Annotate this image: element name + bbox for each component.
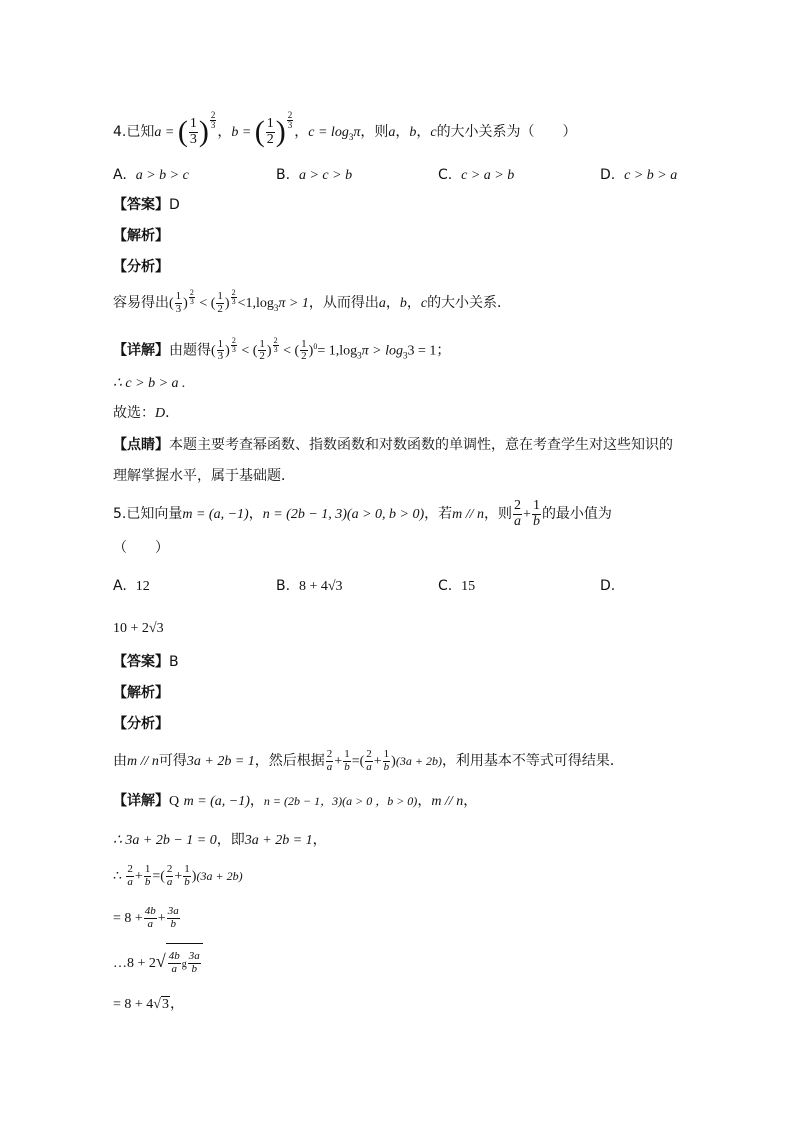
q4-stem: 4.已知a = ( $\frac{1}{3}$ ) $\frac{2}{3}$ ，b = ( $\frac{1}{2}$ ) $\frac{2}{3}$ ，$c = \log_3\pi$，则a，b，c的大小关系为（ ）	[113, 110, 577, 148]
q4-frac-1-3: $\frac{1}{3}$	[189, 115, 197, 147]
q4-comment-2: 理解掌握水平，属于基础题．	[113, 468, 295, 484]
q4-stem-prefix: 4.已知	[113, 124, 155, 140]
q5-step-4: …8 + 2√ $\frac{4b}{a}$ g $\frac{3a}{b}$	[113, 942, 203, 980]
q4-exp-b: $\frac{2}{3}$	[287, 110, 293, 131]
q4-option-a[interactable]: A. a > b > c	[113, 167, 189, 183]
q5-step-3: = 8 + $\frac{4b}{a}$ + $\frac{3a}{b}$	[113, 904, 179, 930]
q5-detail-line: 【详解】Q m = (a, −1)，n = (2b − 1，3)(a > 0 ，b > 0)，m // n，	[113, 793, 478, 809]
q5-stem: 5.已知向量m = (a, −1)，n = (2b − 1, 3)(a > 0, b > 0)，若m // n，则 $\frac{2}{a}$ + $\frac{1}{b}$ 的最小值为	[113, 497, 612, 529]
q5-step-2: ∴ $\frac{2}{a}$ + $\frac{1}{b}$ =( $\frac{2}{a}$ + $\frac{1}{b}$ )(3a + 2b)	[113, 862, 243, 888]
q4-frac-1-2: $\frac{1}{2}$	[266, 115, 274, 147]
q4-option-c[interactable]: C. c > a > b	[438, 167, 515, 183]
q4-analysis-tag: 【解析】	[113, 228, 169, 244]
q4-fenxi-tag: 【分析】	[113, 259, 169, 275]
q4-comment-1: 【点睛】本题主要考查幂函数、指数函数和对数函数的单调性，意在考查学生对这些知识的	[113, 437, 673, 453]
q4-exp-a: $\frac{2}{3}$	[210, 110, 216, 131]
q5-option-d-expr: 10 + 2√3	[113, 621, 164, 636]
q5-step-5: = 8 + 4√3，	[113, 996, 184, 1012]
q5-fenxi-line: 由m // n可得3a + 2b = 1，然后根据 $\frac{2}{a}$ + $\frac{1}{b}$ =( $\frac{2}{a}$ + $\frac{1}{b}$ )(3a + 2b)，利用基本不等式可得结果．	[113, 747, 624, 773]
q5-fenxi-tag: 【分析】	[113, 716, 169, 732]
q5-step-1: ∴ 3a + 2b − 1 = 0，即3a + 2b = 1，	[113, 832, 327, 848]
q5-option-d[interactable]: D.	[600, 578, 616, 594]
q5-analysis-tag: 【解析】	[113, 685, 169, 701]
q4-c-eq: c = log	[308, 125, 349, 140]
q5-answer: 【答案】B	[113, 654, 179, 670]
q4-fenxi-line: 容易得出( $\frac{1}{3}$ ) $\frac{2}{3}$ < ( $\frac{1}{2}$ ) $\frac{2}{3}$ $<1,\log_3\pi > 1$，从而得出a，b，c的大小关系．	[113, 288, 512, 315]
q4-detail-line: 【详解】由题得( $\frac{1}{3}$ ) $\frac{2}{3}$ < ( $\frac{1}{2}$ ) $\frac{2}{3}$ < ( $\frac{1}{2}$ )$^0= 1,\log_3\pi > \log_33 = 1$；	[113, 335, 451, 363]
q4-choose: 故选：D．	[113, 405, 180, 421]
q4-a-eq: a =	[154, 125, 178, 140]
q4-option-d[interactable]: D. c > b > a	[600, 167, 678, 183]
q4-b-eq: b =	[231, 125, 255, 140]
q5-option-b[interactable]: B. 8 + 4√3	[276, 578, 343, 594]
q4-answer: 【答案】D	[113, 197, 180, 213]
q4-option-b[interactable]: B. a > c > b	[276, 167, 353, 183]
q5-paren: （ ）	[113, 540, 169, 556]
q5-option-a[interactable]: A. 12	[113, 578, 150, 594]
q5-option-c[interactable]: C. 15	[438, 578, 476, 594]
q4-therefore: ∴ c > b > a .	[113, 376, 186, 391]
